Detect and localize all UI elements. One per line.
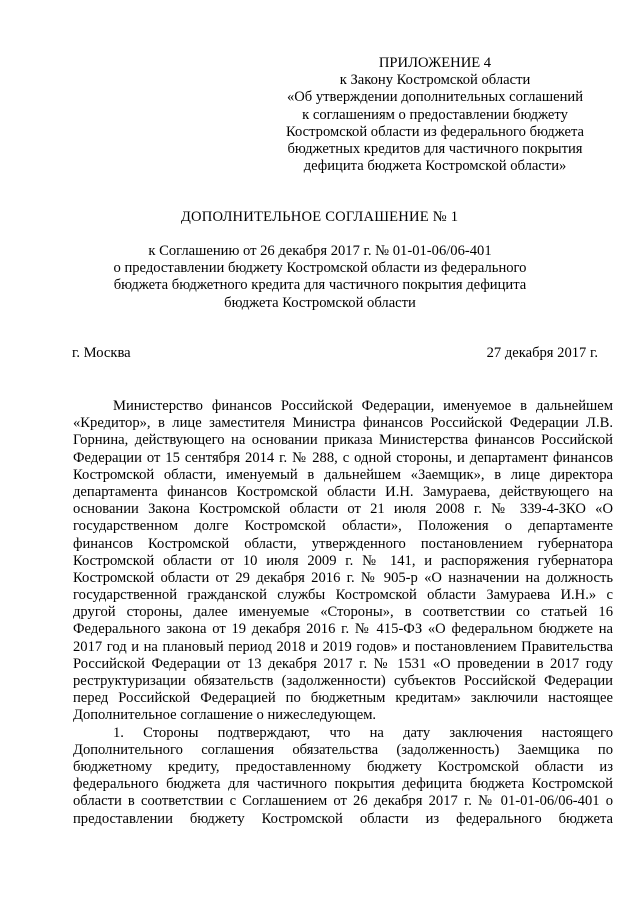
text-line: государственной гражданской службы Костромской области Замураева И.Н.» с <box>73 587 613 604</box>
text-line: Дополнительного соглашения обязательства (задолженность) Заемщика по <box>73 741 613 758</box>
appendix-line: Костромской области из федерального бюджета <box>285 123 585 140</box>
text-line: «Кредитор», в лице заместителя Министра финансов Российской Федерации Л.В. <box>73 415 613 432</box>
text-line: Министерство финансов Российской Федерации, именуемое в дальнейшем <box>113 398 613 414</box>
text-line: перед Российской Федерацией по бюджетным кредитам» заключили настоящее <box>73 690 613 707</box>
appendix-line: бюджетных кредитов для частичного покрытия <box>287 141 583 158</box>
text-line: основании Закона Костромской области от 21 июля 2008 г. № 339-4-ЗКО «О <box>73 501 613 518</box>
paragraph-preamble <box>73 398 613 725</box>
text-line: Костромской области, именуемый в дальнейшем «Заемщик», в лице директора <box>73 466 613 483</box>
text-line: федерального бюджета для частичного покрытия дефицита бюджета Костромской <box>73 776 613 793</box>
appendix-line: к Закону Костромской области <box>339 72 531 89</box>
subtitle-line: к Соглашению от 26 декабря 2017 г. № 01-01-06/06-401 <box>148 243 492 259</box>
subtitle-line: о предоставлении бюджету Костромской области из федерального <box>113 260 527 277</box>
text-line: бюджетному кредиту, предоставленному бюджету Костромской области из <box>73 758 613 775</box>
text-line: Костромской области от 10 июля 2009 г. № 141, и распоряжения губернатора <box>73 552 613 569</box>
text-line: Дополнительное соглашение о нижеследующем. <box>73 707 377 724</box>
text-line: Российской Федерации от 13 декабря 2017 г. № 1531 «О проведении в 2017 году <box>73 655 613 672</box>
subtitle-line: бюджета бюджетного кредита для частичного покрытия дефицита <box>113 277 527 294</box>
document-place: г. Москва <box>72 345 131 361</box>
document-title: ДОПОЛНИТЕЛЬНОЕ СОГЛАШЕНИЕ № 1 <box>180 209 459 225</box>
text-line: департамента финансов Костромской области И.Н. Замураева, действующего на <box>73 483 613 500</box>
paragraph-clause-1 <box>73 725 613 828</box>
text-line: области в соответствии с Соглашением от 26 декабря 2017 г. № 01-01-06/06-401 о <box>73 793 613 810</box>
document-date: 27 декабря 2017 г. <box>486 345 598 361</box>
text-line: предоставлении бюджету Костромской области из федерального бюджета <box>73 810 613 827</box>
text-line: государственном долге Костромской области», Положения о департаменте <box>73 518 613 535</box>
text-line: Федерации от 15 сентября 2014 г. № 288, с одной стороны, и департамент финансов <box>73 449 613 466</box>
text-line: Горнина, действующего на основании приказа Министерства финансов Российской <box>73 432 613 449</box>
document-body <box>73 398 613 828</box>
appendix-line: дефицита бюджета Костромской области» <box>303 158 567 175</box>
text-line: Федерального закона от 19 декабря 2016 г. № 415-ФЗ «О федеральном бюджете на <box>73 621 613 638</box>
appendix-header <box>250 55 620 175</box>
text-line: 2017 год и на плановый период 2018 и 2019 годов» и постановлением Правительства <box>73 638 613 655</box>
text-line: реструктуризации обязательств (задолженности) субъектов Российской Федерации <box>73 673 613 689</box>
appendix-line: к соглашениям о предоставлении бюджету <box>302 106 568 123</box>
text-line: финансов Костромской области, утвержденного постановлением губернатора <box>73 535 613 552</box>
text-line: Костромской области от 29 декабря 2016 г. № 905-р «О назначении на должность <box>73 569 613 586</box>
text-line: 1. Стороны подтверждают, что на дату заключения настоящего <box>113 724 613 741</box>
subtitle-line: бюджета Костромской области <box>224 294 416 311</box>
text-line: другой стороны, далее именуемые «Стороны», в соответствии со статьей 16 <box>73 604 613 621</box>
document-subtitle <box>100 243 540 312</box>
appendix-line: ПРИЛОЖЕНИЕ 4 <box>378 55 492 71</box>
appendix-line: «Об утверждении дополнительных соглашений <box>286 89 584 106</box>
